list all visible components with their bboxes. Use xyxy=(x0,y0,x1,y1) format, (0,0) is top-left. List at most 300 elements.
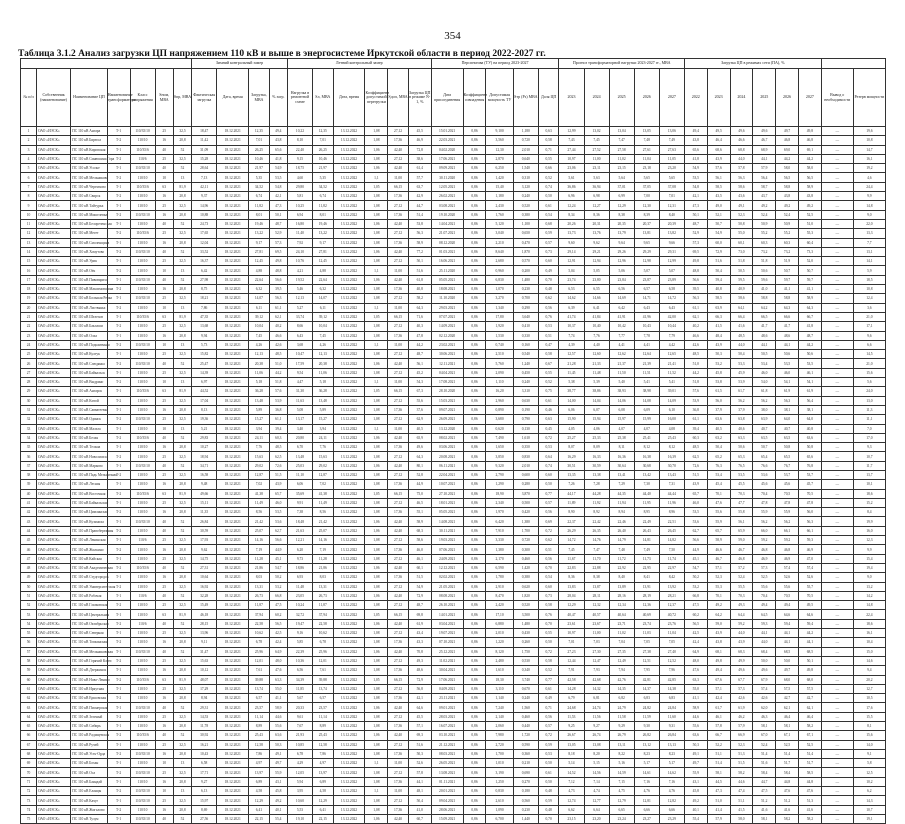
table-cell: 0,72 xyxy=(538,647,559,656)
table-cell: 56,5 xyxy=(684,619,707,628)
table-cell: 44,2 xyxy=(269,368,287,377)
table-cell: 25 xyxy=(21,350,37,359)
table-cell: 49,1 xyxy=(684,749,707,758)
table-cell: 1,08 xyxy=(365,331,388,340)
table-cell: 110/10 xyxy=(130,805,155,814)
table-cell: 0,470 xyxy=(513,238,538,247)
table-cell: 32,5 xyxy=(173,201,191,210)
table-cell: 52 xyxy=(173,359,191,368)
table-cell: 37,05 xyxy=(634,182,659,191)
table-cell: 5,38 xyxy=(559,378,584,387)
table-cell: 7,16 xyxy=(659,777,684,786)
table-cell: 5,760 xyxy=(486,359,513,368)
table-cell: 1,06 xyxy=(365,219,388,228)
table-cell: 20,2 xyxy=(853,675,885,684)
table-cell: ОАО «ИЭСК» xyxy=(36,387,70,396)
table-cell: 8,41 xyxy=(634,573,659,582)
table-cell: ОАО «ИЭСК» xyxy=(36,591,70,600)
table-cell: 110/6 xyxy=(130,154,155,163)
table-cell: 18.12.2021 xyxy=(217,517,249,526)
table-cell: 67,9 xyxy=(753,675,776,684)
table-cell: 20,8 xyxy=(173,545,191,554)
table-cell: 1,08 xyxy=(365,656,388,665)
table-cell: 8,640 xyxy=(486,247,513,256)
table-cell: 0,86 xyxy=(463,601,486,610)
table-cell: 7,91 xyxy=(559,666,584,675)
table-cell: 110/35/10 xyxy=(130,294,155,303)
table-cell: 54,9 xyxy=(408,582,431,591)
table-cell: 23,67 xyxy=(584,619,609,628)
column-header: 2023 xyxy=(707,69,730,127)
table-cell: 52,4 xyxy=(776,210,799,219)
table-cell: 1,06 xyxy=(365,164,388,173)
table-cell: ПС 110 кВ Белореченская xyxy=(71,219,108,228)
table-cell: 110/35/10 xyxy=(130,340,155,349)
table-cell: 0,70 xyxy=(538,619,559,628)
table-cell: 23,11 xyxy=(584,164,609,173)
table-cell: 42,40 xyxy=(388,517,409,526)
table-cell: 6,250 xyxy=(486,164,513,173)
table-cell: 5,89 xyxy=(249,405,270,414)
table-cell: 26,25 xyxy=(313,145,334,154)
table-cell: ОАО «ИЭСК» xyxy=(36,285,70,294)
table-cell: 0,86 xyxy=(463,787,486,796)
table-cell: 15.03.2021 xyxy=(431,396,463,405)
table-cell: 6,420 xyxy=(486,517,513,526)
table-cell: ОАО «ИЭСК» xyxy=(36,396,70,405)
table-cell: Т-2 xyxy=(107,210,130,219)
table-cell: 17,36 xyxy=(388,136,409,145)
table-cell: 58,8 xyxy=(776,294,799,303)
table-cell: 55,9 xyxy=(753,508,776,517)
table-cell: 55,8 xyxy=(730,508,753,517)
table-cell: 2,420 xyxy=(486,601,513,610)
table-cell: 18.12.2021 xyxy=(217,629,249,638)
table-cell: 7,16 xyxy=(634,777,659,786)
table-cell: ПС 110 кВ Синюшина Гора xyxy=(71,154,108,163)
table-cell: 25,41 xyxy=(634,433,659,442)
table-cell: 0,86 xyxy=(463,684,486,693)
table-cell: 59,6 xyxy=(753,275,776,284)
table-cell: 0,53 xyxy=(538,749,559,758)
table-cell: 26,73 xyxy=(249,591,270,600)
table-cell: 70,1 xyxy=(707,489,730,498)
table-cell: 0,86 xyxy=(463,619,486,628)
table-cell: 0,130 xyxy=(513,424,538,433)
table-cell: Т-2 xyxy=(107,638,130,647)
table-cell: 18.12.2021 xyxy=(217,443,249,452)
table-cell: 60,3 xyxy=(684,433,707,442)
table-cell: 0,49 xyxy=(538,694,559,703)
table-cell: 18.12.2021 xyxy=(217,331,249,340)
table-cell: 18.12.2021 xyxy=(217,545,249,554)
table-cell: 110/35/6 xyxy=(130,312,155,321)
table-cell: 59,2 xyxy=(730,619,753,628)
table-cell: 10 xyxy=(155,378,173,387)
table-cell: 14,38 xyxy=(659,684,684,693)
table-cell: 7,13 xyxy=(192,173,217,182)
table-cell: 10,4 xyxy=(853,638,885,647)
table-cell: 1,100 xyxy=(513,219,538,228)
table-cell: 50 xyxy=(21,582,37,591)
table-cell: ПС 110 кВ Черемхово xyxy=(71,182,108,191)
table-cell: 11,03 xyxy=(634,629,659,638)
table-cell: — xyxy=(821,247,853,256)
table-cell: 7,86 xyxy=(313,749,334,758)
table-cell: 19,6 xyxy=(853,127,885,136)
table-cell: 8,1 xyxy=(853,722,885,731)
table-cell: 39,4 xyxy=(269,424,287,433)
table-cell: 21,86 xyxy=(249,563,270,572)
table-cell: 5,6 xyxy=(853,378,885,387)
table-cell: 9,4 xyxy=(853,666,885,675)
table-header xyxy=(21,59,886,127)
table-cell: 16,92 xyxy=(192,582,217,591)
table-cell: 05.05.2021 xyxy=(431,275,463,284)
table-cell: 14,71 xyxy=(634,294,659,303)
table-cell: 13 xyxy=(173,303,191,312)
table-cell: 68,5 xyxy=(776,647,799,656)
table-cell: 42,76 xyxy=(609,675,634,684)
table-cell: 13.12.2022 xyxy=(333,814,365,823)
table-cell: 0,210 xyxy=(513,759,538,768)
table-cell: 66,6 xyxy=(776,312,799,321)
table-cell: 0,61 xyxy=(538,684,559,693)
table-cell: 65,3 xyxy=(730,452,753,461)
table-cell: 12,51 xyxy=(634,656,659,665)
table-cell: 6,70 xyxy=(287,443,312,452)
table-cell: 25 xyxy=(155,796,173,805)
table-cell: 46,1 xyxy=(408,554,431,563)
table-cell: 40 xyxy=(155,275,173,284)
table-cell: 1,970 xyxy=(486,508,513,517)
table-cell: 51,9 xyxy=(776,257,799,266)
table-cell: 56,8 xyxy=(408,684,431,693)
table-cell: 51,5 xyxy=(408,573,431,582)
table-cell: 7,95 xyxy=(634,666,659,675)
table-cell: 51,6 xyxy=(707,257,730,266)
table-cell: 61,1 xyxy=(269,415,287,424)
table-cell: 6,74 xyxy=(249,192,270,201)
table-cell: 16 xyxy=(155,443,173,452)
table-cell: 12,94 xyxy=(584,257,609,266)
table-cell: Т-2 xyxy=(107,433,130,442)
table-cell: 43,8 xyxy=(684,136,707,145)
table-cell: 17,59 xyxy=(287,359,312,368)
table-cell: 47,5 xyxy=(269,601,287,610)
table-cell: 0,70 xyxy=(538,563,559,572)
table-cell: 14,2 xyxy=(853,591,885,600)
table-cell: 60,0 xyxy=(707,238,730,247)
table-cell: 9 xyxy=(21,201,37,210)
table-cell: 9,100 xyxy=(486,127,513,136)
table-cell: 110/10 xyxy=(130,405,155,414)
table-row xyxy=(21,127,886,136)
table-cell: 52,4 xyxy=(753,740,776,749)
table-cell: — xyxy=(821,805,853,814)
table-cell: 42,7 xyxy=(776,694,799,703)
table-cell: 63 xyxy=(155,675,173,684)
table-cell: 55,6 xyxy=(269,722,287,731)
table-cell: 53,6 xyxy=(684,517,707,526)
table-cell: 22,15 xyxy=(313,814,334,823)
table-cell: 10.07.2021 xyxy=(431,480,463,489)
table-cell: 52,5 xyxy=(798,210,821,219)
table-cell: 0,240 xyxy=(513,192,538,201)
table-cell: 40,57 xyxy=(584,610,609,619)
table-cell: 53,3 xyxy=(730,359,753,368)
table-cell: 0,86 xyxy=(463,443,486,452)
table-cell: 37,08 xyxy=(659,182,684,191)
table-cell: 17,36 xyxy=(388,749,409,758)
table-cell: 04.04.2021 xyxy=(431,368,463,377)
table-row xyxy=(21,498,886,507)
table-cell: 50,5 xyxy=(753,350,776,359)
table-cell: ПС 110 кВ Центральная xyxy=(71,610,108,619)
table-cell: 19,4 xyxy=(853,563,885,572)
table-cell: 32,5 xyxy=(173,712,191,721)
table-cell: 27,12 xyxy=(388,470,409,479)
table-cell: 40,5 xyxy=(707,424,730,433)
table-cell: 32,5 xyxy=(173,154,191,163)
table-cell: 11,51 xyxy=(634,368,659,377)
table-cell: 12,5 xyxy=(853,768,885,777)
table-cell: 50,6 xyxy=(730,443,753,452)
table-cell: 63,6 xyxy=(798,433,821,442)
table-cell: 5,40 xyxy=(609,378,634,387)
table-cell: 47,8 xyxy=(798,498,821,507)
table-cell: ПС 110 кВ Култук xyxy=(71,350,108,359)
table-cell: 13.12.2022 xyxy=(333,322,365,331)
table-cell: — xyxy=(821,545,853,554)
table-cell: 6,32 xyxy=(313,285,334,294)
table-cell: 40,64 xyxy=(609,610,634,619)
table-cell: ОАО «ИЭСК» xyxy=(36,331,70,340)
table-cell: 57,3 xyxy=(269,238,287,247)
column-header: Sтр (Ps) МВА xyxy=(513,69,538,127)
table-cell: 7,38 xyxy=(287,508,312,517)
table-cell: 7,49 xyxy=(634,545,659,554)
table-cell: 1,06 xyxy=(365,433,388,442)
column-header: Вывод о необходимости xyxy=(821,69,853,127)
table-cell: — xyxy=(821,573,853,582)
table-cell: 9,29 xyxy=(609,722,634,731)
table-cell: 18.12.2021 xyxy=(217,498,249,507)
table-cell: 25 xyxy=(155,154,173,163)
table-cell: 70,8 xyxy=(408,647,431,656)
table-cell: 12,64 xyxy=(634,350,659,359)
table-cell: 43,7 xyxy=(753,192,776,201)
table-cell: 12.11.2021 xyxy=(431,359,463,368)
table-cell: 44,28 xyxy=(584,489,609,498)
table-cell: 7,00 xyxy=(634,192,659,201)
table-cell: 0,48 xyxy=(538,787,559,796)
table-cell: 21.07.2021 xyxy=(431,229,463,238)
table-cell: 11,96 xyxy=(659,498,684,507)
table-cell: 13,08 xyxy=(584,740,609,749)
table-cell: ОАО «ИЭСК» xyxy=(36,684,70,693)
table-cell: 1,08 xyxy=(365,294,388,303)
table-cell: 23,89 xyxy=(659,275,684,284)
table-cell: 50,5 xyxy=(730,266,753,275)
table-cell: 10,5 xyxy=(853,694,885,703)
table-cell: 0,59 xyxy=(538,740,559,749)
table-cell: 52,4 xyxy=(753,210,776,219)
table-cell: 7,78 xyxy=(634,331,659,340)
table-cell: 21,63 xyxy=(287,526,312,535)
table-cell: 14,62 xyxy=(559,294,584,303)
table-cell: 13.12.2022 xyxy=(333,777,365,786)
table-cell: 0,56 xyxy=(538,712,559,721)
table-cell: 10 xyxy=(155,759,173,768)
table-cell: 13.12.2022 xyxy=(333,257,365,266)
table-cell: 10,60 xyxy=(287,796,312,805)
table-cell: 49,2 xyxy=(753,201,776,210)
table-cell: 27,52 xyxy=(584,145,609,154)
table-cell: 13.12.2022 xyxy=(333,136,365,145)
table-cell: 17,65 xyxy=(192,229,217,238)
table-cell: 13.12.2022 xyxy=(333,331,365,340)
table-cell: 0,62 xyxy=(538,294,559,303)
table-cell: 11,60 xyxy=(659,712,684,721)
table-cell: 8,40 xyxy=(609,573,634,582)
table-cell: 2,010 xyxy=(486,629,513,638)
table-cell: 57,9 xyxy=(707,814,730,823)
table-cell: 41,38 xyxy=(313,489,334,498)
table-cell: 26,74 xyxy=(584,731,609,740)
table-cell: 81,9 xyxy=(173,312,191,321)
table-cell: 22,88 xyxy=(584,563,609,572)
table-cell: 110/10 xyxy=(130,610,155,619)
table-cell: 6,880 xyxy=(486,619,513,628)
table-cell: 45,7 xyxy=(798,480,821,489)
table-cell: 0,50 xyxy=(538,638,559,647)
table-cell: 0,86 xyxy=(463,396,486,405)
table-cell: 1,870 xyxy=(513,247,538,256)
table-cell: 17,0 xyxy=(853,433,885,442)
table-cell: 3,330 xyxy=(486,536,513,545)
table-cell: 1,08 xyxy=(365,238,388,247)
table-cell: 29,83 xyxy=(192,433,217,442)
table-cell: 20,8 xyxy=(173,722,191,731)
table-cell: 2 xyxy=(21,136,37,145)
table-cell: 19,46 xyxy=(313,219,334,228)
table-cell: 9,61 xyxy=(287,712,312,721)
table-cell: — xyxy=(821,257,853,266)
table-cell: 55,6 xyxy=(776,582,799,591)
table-cell: 13.08.2021 xyxy=(431,768,463,777)
table-cell: 0,86 xyxy=(463,480,486,489)
table-cell: 22,97 xyxy=(659,563,684,572)
table-cell: ОАО «ИЭСК» xyxy=(36,266,70,275)
table-cell: 17,36 xyxy=(388,443,409,452)
table-cell: 0,86 xyxy=(463,536,486,545)
table-cell: 56,2 xyxy=(753,517,776,526)
table-cell: — xyxy=(821,127,853,136)
table-cell: 10 xyxy=(155,266,173,275)
table-cell: 4,07 xyxy=(609,424,634,433)
table-cell: 18.12.2021 xyxy=(217,294,249,303)
table-cell: 7,31 xyxy=(659,480,684,489)
table-cell: 0,71 xyxy=(538,145,559,154)
table-cell: 0,49 xyxy=(538,266,559,275)
table-cell: 25 xyxy=(155,712,173,721)
table-cell: 8,89 xyxy=(249,722,270,731)
table-cell: 12,87 xyxy=(249,470,270,479)
table-cell: 12,13 xyxy=(249,350,270,359)
table-cell: 13,2 xyxy=(853,582,885,591)
table-cell: 27,56 xyxy=(192,814,217,823)
table-row xyxy=(21,350,886,359)
table-cell: — xyxy=(821,526,853,535)
table-cell: 35,69 xyxy=(287,489,312,498)
table-cell: 1,1 xyxy=(365,424,388,433)
table-cell: ОАО «ИЭСК» xyxy=(36,768,70,777)
table-cell: 56,6 xyxy=(684,275,707,284)
table-cell: 2,790 xyxy=(486,470,513,479)
table-cell: 0,270 xyxy=(513,777,538,786)
table-cell: Т-2 xyxy=(107,452,130,461)
table-cell: 13,82 xyxy=(659,229,684,238)
table-cell: 11,78 xyxy=(192,722,217,731)
table-cell: 51,1 xyxy=(730,796,753,805)
table-cell: — xyxy=(821,275,853,284)
table-cell: — xyxy=(821,740,853,749)
table-cell: 11,00 xyxy=(388,266,409,275)
table-cell: 7,28 xyxy=(584,480,609,489)
table-cell: 41,1 xyxy=(269,694,287,703)
table-cell: 25 xyxy=(155,350,173,359)
table-cell: 71 xyxy=(21,777,37,786)
table-cell: 0,86 xyxy=(463,629,486,638)
table-cell: 52 xyxy=(173,433,191,442)
table-cell: 56,3 xyxy=(269,294,287,303)
table-cell: 18.12.2021 xyxy=(217,638,249,647)
table-cell: 1,08 xyxy=(365,192,388,201)
table-row xyxy=(21,405,886,414)
table-cell: 13.12.2022 xyxy=(333,266,365,275)
table-row xyxy=(21,238,886,247)
table-cell: 42,81 xyxy=(634,675,659,684)
table-cell: 0,63 xyxy=(538,415,559,424)
table-cell: 22,39 xyxy=(287,647,312,656)
table-row xyxy=(21,378,886,387)
table-cell: 6,56 xyxy=(287,666,312,675)
table-cell: 7,14 xyxy=(584,777,609,786)
table-cell: 0,45 xyxy=(538,424,559,433)
table-cell: ПС 110 кВ Хомутово xyxy=(71,247,108,256)
table-cell: ПС 110 кВ Белая xyxy=(71,433,108,442)
table-cell: 110/10 xyxy=(130,285,155,294)
table-cell: 4,74 xyxy=(584,787,609,796)
table-cell: 49,1 xyxy=(730,201,753,210)
table-cell: 25,96 xyxy=(249,647,270,656)
table-cell: 16 xyxy=(155,722,173,731)
column-header: % загр. xyxy=(269,69,287,127)
table-cell: 54,8 xyxy=(269,182,287,191)
table-cell: 30.11.2020 xyxy=(431,173,463,182)
table-cell: 34,52 xyxy=(313,182,334,191)
table-cell: 110/10 xyxy=(130,257,155,266)
table-cell: 63,6 xyxy=(684,731,707,740)
table-cell: ОАО «ИЭСК» xyxy=(36,619,70,628)
table-cell: Т-2 xyxy=(107,656,130,665)
table-cell: ОАО «ИЭСК» xyxy=(36,415,70,424)
table-cell: 4,73 xyxy=(559,787,584,796)
table-cell: 29,31 xyxy=(659,247,684,256)
table-cell: 6,94 xyxy=(287,210,312,219)
column-header: Класс напряжения xyxy=(130,69,155,127)
